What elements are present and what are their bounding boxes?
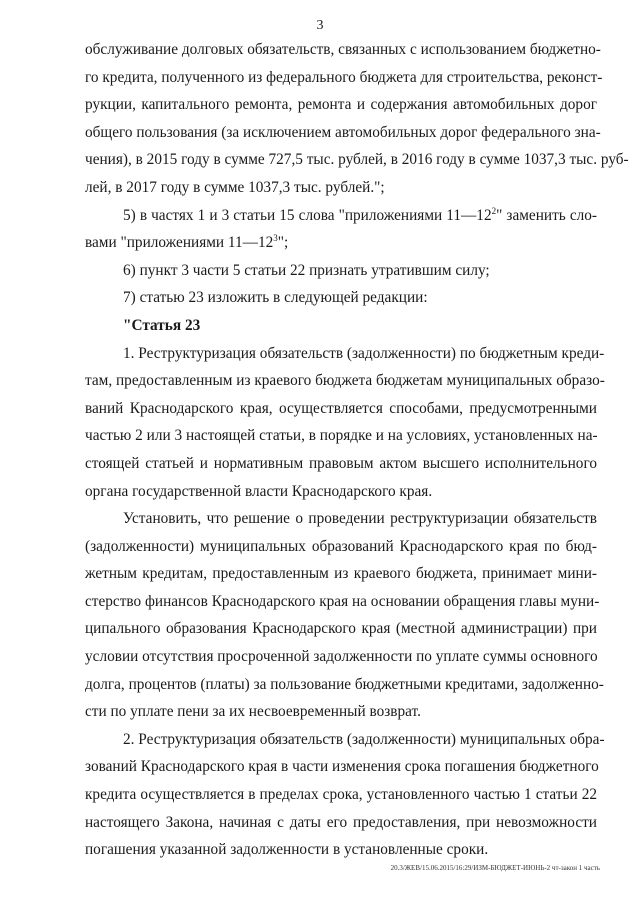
document-body: [85, 36, 629, 864]
text-line-content: общего пользования (за исключением автомобильных дорог федерального зна-: [85, 123, 601, 141]
footer-file-reference: 20.3/ЖЕВ/15.06.2015/16:29/ИЗМ-БЮДЖЕТ-ИЮНЬ-2 чт-закон 1 часть: [390, 864, 600, 872]
text-line: [85, 505, 597, 533]
text-line-content: "Статья 23: [123, 316, 201, 334]
text-line: [85, 284, 597, 312]
text-line: [85, 698, 597, 726]
text-line-content: частью 2 или 3 настоящей статьи, в порядке и на условиях, установленных на-: [85, 427, 598, 445]
text-line: [85, 119, 601, 147]
text-line-content: чения), в 2015 году в сумме 727,5 тыс. рублей, в 2016 году в сумме 1037,3 тыс. руб-: [85, 151, 629, 169]
text-line-content: Установить, что решение о проведении реструктуризации обязательств: [123, 510, 597, 528]
text-line: [85, 36, 601, 64]
text-line-content: стерство финансов Краснодарского края на основании обращения главы муни-: [85, 592, 600, 610]
text-line: [85, 367, 605, 395]
text-line: [85, 395, 597, 423]
text-line-content: 2. Реструктуризация обязательств (задолженности) муниципальных обра-: [123, 730, 605, 748]
text-line: [85, 671, 604, 699]
text-line-content: там, предоставленным из краевого бюджета бюджетам муниципальных образо-: [85, 372, 605, 390]
text-line-content: настоящего Закона, начиная с даты его предоставления, при невозможности: [85, 813, 597, 831]
text-line: [85, 146, 629, 174]
text-line-content: условии отсутствия просроченной задолженности по уплате суммы основного: [85, 648, 598, 666]
superscript: 2: [491, 205, 497, 216]
text-line: [85, 643, 597, 671]
text-line-content: (задолженности) муниципальных образований Краснодарского края по бюд-: [85, 537, 597, 555]
text-line: [85, 836, 597, 864]
text-line-content: обслуживание долговых обязательств, связанных с использованием бюджетно-: [85, 41, 601, 58]
superscript: 3: [273, 233, 278, 244]
text-line-content: ваний Краснодарского края, осуществляется способами, предусмотренными: [85, 399, 597, 417]
text-line: [85, 726, 605, 754]
text-line: [85, 340, 605, 368]
text-line-content: 5) в частях 1 и 3 статьи 15 слова "приложениями 11—12: [123, 206, 492, 224]
text-line-content: го кредита, полученного из федерального бюджета для строительства, реконст-: [85, 68, 603, 86]
text-line-content: лей, в 2017 году в сумме 1037,3 тыс. рублей.";: [85, 178, 385, 196]
article-heading: [85, 312, 597, 340]
text-line-content: погашения указанной задолженности в установленные сроки.: [85, 841, 489, 859]
text-line: [85, 202, 597, 230]
text-line-content: вами "приложениями 11—12: [85, 234, 274, 252]
text-line: [85, 781, 597, 809]
text-line: [85, 753, 597, 781]
text-line: [85, 422, 597, 450]
text-line: [85, 533, 597, 561]
text-line: [85, 588, 600, 616]
text-line: [85, 174, 597, 202]
text-line: [85, 64, 603, 92]
text-line-content: сти по уплате пени за их несвоевременный возврат.: [85, 703, 421, 721]
text-line-content: 6) пункт 3 части 5 статьи 22 признать утратившим силу;: [123, 261, 490, 279]
text-line-content: 1. Реструктуризация обязательств (задолженности) по бюджетным креди-: [123, 344, 605, 362]
text-line: [85, 91, 597, 119]
text-line: [85, 560, 597, 588]
text-line-content: зований Краснодарского края в части изменения срока погашения бюджетного: [85, 758, 599, 776]
text-line: [85, 615, 597, 643]
text-line-content: стоящей статьей и нормативным правовым актом высшего исполнительного: [85, 454, 597, 472]
text-line: [85, 809, 597, 837]
text-line-continuation: ";: [277, 234, 289, 252]
page-number: 3: [316, 18, 324, 33]
text-line: [85, 478, 597, 506]
text-line: [85, 229, 597, 257]
text-line-continuation: " заменить сло-: [496, 206, 597, 224]
text-line-content: рукции, капитального ремонта, ремонта и содержания автомобильных дорог: [85, 96, 597, 114]
text-line-content: жетным кредитам, предоставленным из краевого бюджета, принимает мини-: [85, 565, 597, 583]
text-line-content: ципального образования Краснодарского края (местной администрации) при: [85, 620, 597, 638]
text-line-content: органа государственной власти Краснодарского края.: [85, 482, 433, 500]
text-line: [85, 450, 597, 478]
text-line-content: кредита осуществляется в пределах срока, установленного частью 1 статьи 22: [85, 786, 597, 804]
text-line-content: 7) статью 23 изложить в следующей редакции:: [123, 289, 428, 307]
text-line: [85, 257, 597, 285]
text-line-content: долга, процентов (платы) за пользование бюджетными кредитами, задолженно-: [85, 675, 604, 693]
